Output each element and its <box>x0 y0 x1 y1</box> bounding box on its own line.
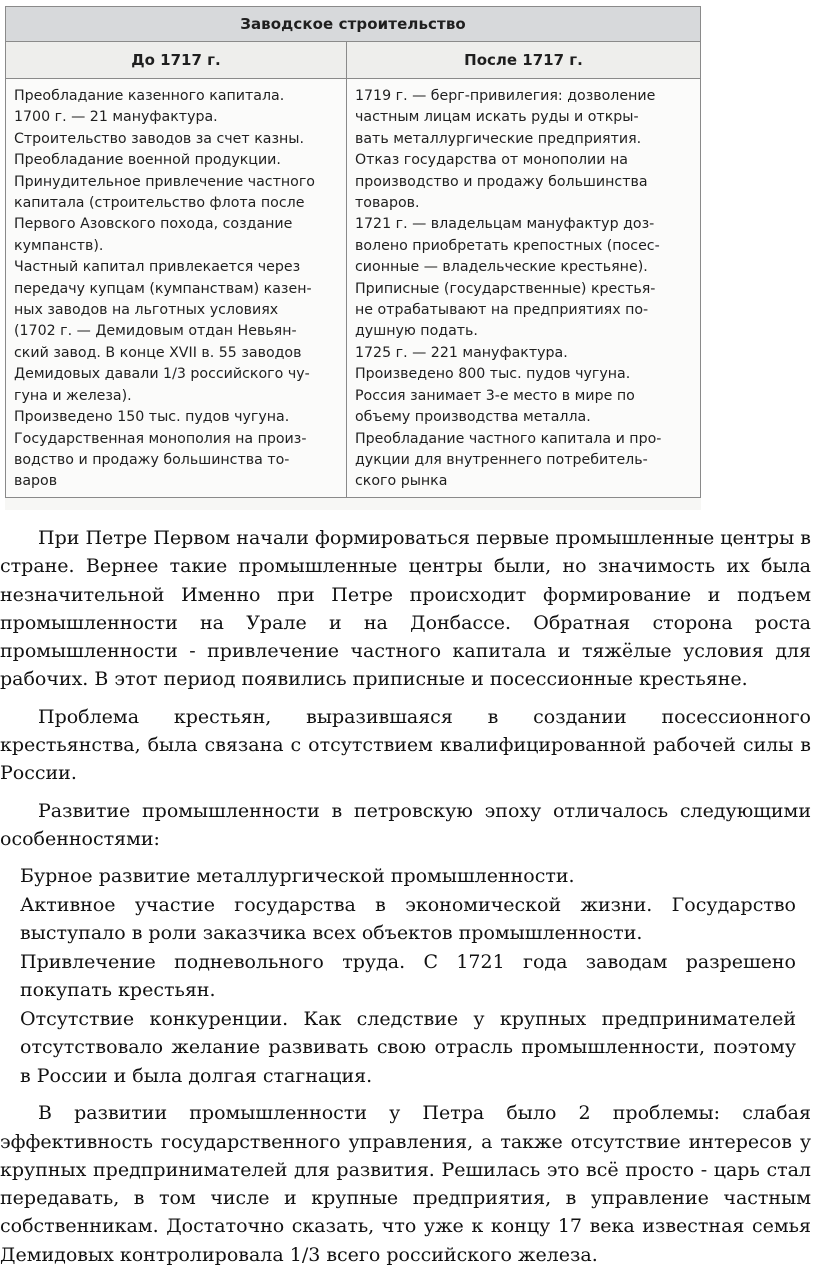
paragraph-features-intro <box>0 797 811 854</box>
table-line: 1725 г. — 221 мануфактура. <box>355 344 568 361</box>
table-line: Россия занимает 3-е место в мире по <box>355 387 635 404</box>
table-line: 1719 г. — берг-привилегия: дозволение <box>355 88 656 104</box>
list-item: Бурное развитие металлургической промышленности. <box>20 865 575 888</box>
list-item: Активное участие государства в экономической жизни. Государство выступало в роли заказчика всех объектов промышленности. <box>20 893 796 945</box>
table-line: варов <box>14 473 58 490</box>
features-list <box>0 862 816 1090</box>
table-line: ных заводов на льготных условиях <box>14 302 279 319</box>
table-line: частным лицам искать руды и откры- <box>355 109 639 126</box>
table-line: производство и продажу большинства <box>355 173 648 190</box>
table-line: 1700 г. — 21 мануфактура. <box>14 109 218 126</box>
table-caption: Заводское строительство <box>6 7 701 42</box>
table-line: Приписные (государственные) крестья- <box>355 280 656 297</box>
column-header-before-1717: До 1717 г. <box>6 42 347 79</box>
table-line: водство и продажу большинства то- <box>14 451 290 468</box>
paragraph-text: Проблема крестьян, выразившаяся в создании посессионного крестьянства, была связана с отсутствием квалифицированной рабочей силы в России. <box>0 705 811 785</box>
table-line: Принудительное привлечение частного <box>14 173 315 190</box>
list-item: Привлечение подневольного труда. С 1721 года заводам разрешено покупать крестьян. <box>20 950 796 1002</box>
list-item: Отсутствие конкуренции. Как следствие у крупных предпринимателей отсутствовало желание развивать свою отрасль промышленности, поэтому в России и была долгая стагнация. <box>20 1007 796 1087</box>
table-line: ского рынка <box>355 473 448 490</box>
paragraph-text: Развитие промышленности в петровскую эпоху отличалось следующими особенностями: <box>0 799 811 850</box>
table-line: ский завод. В конце XVII в. 55 заводов <box>14 344 302 361</box>
table-line: кумпанств). <box>14 237 104 254</box>
paragraph-text: В развитии промышленности у Петра было 2 проблемы: слабая эффективность государственного управления, а также отсутствие интересов у крупных предпринимателей для развития. Решилась это всё просто - царь стал передавать, в том числе и крупные предприятия, в управление частным собственникам. Достаточно сказать, что уже к концу 17 века известная семья Демидовых контролировала 1/3 всего российского железа. <box>0 1102 811 1266</box>
table-line: Демидовых давали 1/3 российского чу- <box>14 366 310 383</box>
industry-table-figure <box>5 6 701 510</box>
industry-table <box>5 6 701 498</box>
table-line: Отказ государства от монополии на <box>355 152 628 169</box>
table-line: капитала (строительство флота после <box>14 195 305 212</box>
table-line: объему производства металла. <box>355 409 591 426</box>
table-line: Частный капитал привлекается через <box>14 259 301 276</box>
table-line: Произведено 800 тыс. пудов чугуна. <box>355 366 631 383</box>
table-line: Государственная монополия на произ- <box>14 430 307 447</box>
paragraph-text: При Петре Первом начали формироваться первые промышленные центры в стране. Вернее такие промышленные центры были, но значимость их была незначительной Именно при Петре происходит формирование и подъем промышленности на Урале и на Донбассе. Обратная сторона роста промышленности - привлечение частного капитала и тяжёлые условия для рабочих. В этот период появились приписные и посессионные крестьяне. <box>0 527 811 691</box>
table-line: гуна и железа). <box>14 387 132 404</box>
table-line: 1721 г. — владельцам мануфактур доз- <box>355 216 655 233</box>
table-line: дукции для внутреннего потребитель- <box>355 451 648 468</box>
paragraph-industrial-centers <box>0 524 811 694</box>
table-line: волено приобретать крепостных (посес- <box>355 237 660 254</box>
article-body <box>0 524 816 1269</box>
paragraph-peasant-problem <box>0 703 811 788</box>
table-line: сионные — владельческие крестьяне). <box>355 259 648 276</box>
table-line: не отрабатывают на предприятиях по- <box>355 302 649 319</box>
table-line: товаров. <box>355 195 420 212</box>
column-after-1717 <box>347 79 701 498</box>
column-header-after-1717: После 1717 г. <box>347 42 701 79</box>
table-line: душную подать. <box>355 323 478 340</box>
table-line: передачу купцам (кумпанствам) казен- <box>14 280 312 297</box>
table-line: Преобладание военной продукции. <box>14 152 281 169</box>
table-line: (1702 г. — Демидовым отдан Невьян- <box>14 323 297 340</box>
table-line: Строительство заводов за счет казны. <box>14 130 304 147</box>
table-line: Преобладание казенного капитала. <box>14 88 285 104</box>
table-line: Произведено 150 тыс. пудов чугуна. <box>14 409 290 426</box>
table-line: Первого Азовского похода, создание <box>14 216 293 233</box>
table-line: вать металлургические предприятия. <box>355 130 642 147</box>
column-before-1717 <box>6 79 347 498</box>
table-line: Преобладание частного капитала и про- <box>355 430 662 447</box>
paragraph-two-problems <box>0 1099 811 1269</box>
